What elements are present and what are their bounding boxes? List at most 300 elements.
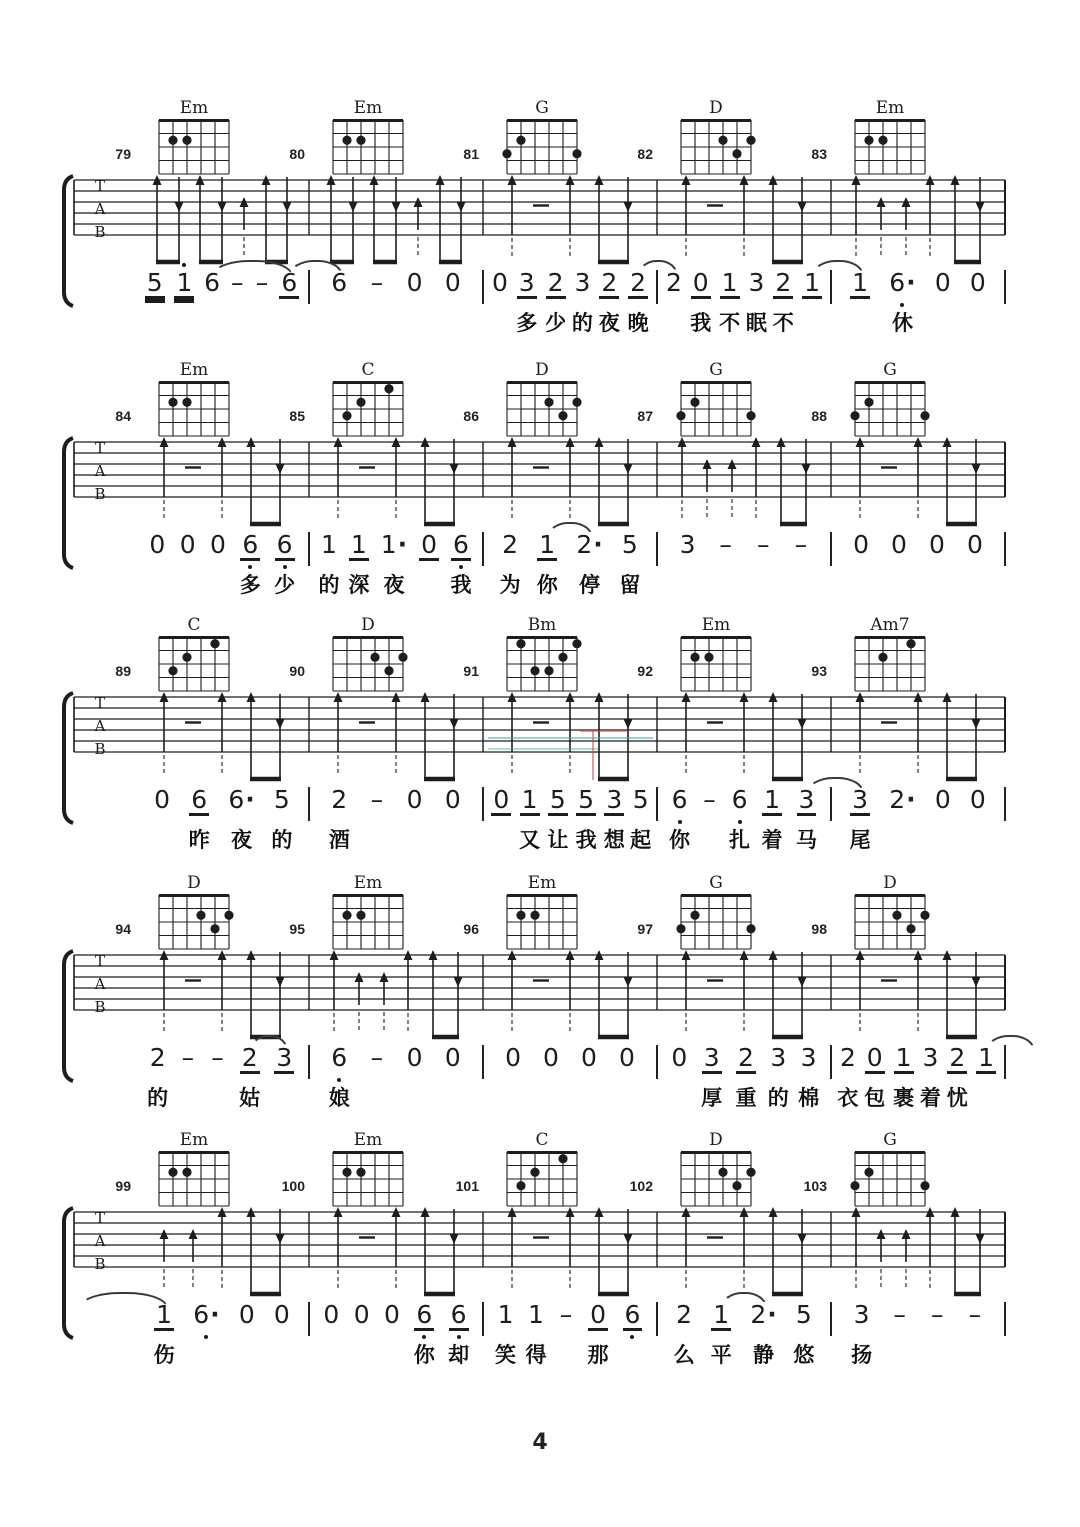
finger-dot	[746, 924, 755, 933]
finger-dot	[384, 384, 393, 393]
lyric-char: 起	[630, 828, 652, 852]
staff-letter-B: B	[94, 223, 106, 241]
jianpu-note: 6 我	[450, 530, 472, 597]
staff-letter-B: B	[94, 998, 106, 1016]
lyric-char: 得	[525, 1343, 547, 1367]
lyric-char: 我	[575, 828, 597, 852]
jianpu-note: 6 扎	[729, 785, 751, 852]
lyric-char: 不	[772, 311, 794, 335]
jianpu-note: 0	[929, 530, 945, 559]
staff-letter-B: B	[94, 740, 106, 758]
staff-system-4	[60, 875, 1025, 1135]
finger-dot	[572, 398, 581, 407]
measure-number: 101	[455, 1178, 479, 1194]
jianpu-note: 0	[581, 1043, 597, 1072]
finger-dot	[572, 639, 581, 648]
chord-name: Am7	[870, 617, 910, 635]
finger-dot	[516, 1181, 525, 1190]
jianpu-note: 0 包	[864, 1043, 886, 1110]
lyric-char: 么	[673, 1343, 695, 1367]
finger-dot	[168, 398, 177, 407]
jianpu-note: 0	[149, 530, 166, 559]
finger-dot	[746, 136, 755, 145]
chord-name: Em	[179, 100, 209, 118]
jianpu-note: 0	[491, 268, 508, 297]
finger-dot	[746, 411, 755, 420]
chord-name: D	[883, 875, 897, 893]
jianpu-measure-84	[135, 532, 309, 612]
staff-system-3	[60, 617, 1025, 877]
lyric-char: 夜	[383, 573, 405, 597]
chord-name: D	[709, 100, 723, 118]
finger-dot	[746, 1168, 755, 1177]
lyric-char: 包	[864, 1086, 886, 1110]
jianpu-note: 3 眠	[745, 268, 767, 335]
jianpu-measure-79	[135, 270, 309, 350]
jianpu-note: 3 着	[919, 1043, 941, 1110]
system-bracket	[64, 438, 73, 568]
finger-dot	[690, 653, 699, 662]
measure-number: 88	[811, 408, 827, 424]
finger-dot	[920, 1181, 929, 1190]
lyric-char: 酒	[328, 828, 350, 852]
chord-diagram-Em	[153, 100, 235, 182]
lyric-char: 的	[767, 1086, 789, 1110]
jianpu-note: 3 想	[603, 785, 625, 852]
jianpu-note: 6	[204, 268, 221, 297]
jianpu-measure-101	[483, 1302, 657, 1382]
jianpu-dash: –	[255, 268, 269, 297]
jianpu-dash: –	[181, 1043, 195, 1072]
tie-slur	[812, 260, 864, 276]
jianpu-note: 6 多	[239, 530, 261, 597]
finger-dot	[544, 666, 553, 675]
measure-number: 81	[463, 146, 479, 162]
watermark-artifact	[592, 730, 594, 780]
jianpu-measure-97	[657, 1045, 831, 1125]
jianpu-note: 0	[444, 785, 461, 814]
jianpu-note: 6 却	[448, 1300, 470, 1367]
jianpu-note: 2 酒	[328, 785, 350, 852]
jianpu-note: 1	[174, 270, 194, 296]
jianpu-note: 0 那	[587, 1300, 609, 1367]
chord-diagram-Em	[327, 100, 409, 182]
jianpu-measure-85	[309, 532, 483, 612]
jianpu-note: 5 我	[575, 785, 597, 852]
watermark-artifact	[580, 730, 628, 732]
jianpu-note: 5 悠	[793, 1300, 815, 1367]
lyric-char: 却	[448, 1343, 470, 1367]
tie-slur	[721, 1292, 767, 1308]
jianpu-note: 0	[238, 1300, 255, 1329]
chord-name: D	[187, 875, 201, 893]
lyric-char: 马	[795, 828, 817, 852]
lyric-char: 着	[761, 828, 783, 852]
jianpu-dash: –	[756, 530, 770, 559]
finger-dot	[384, 666, 393, 675]
measure-number: 91	[463, 663, 479, 679]
measure-number: 87	[637, 408, 653, 424]
chord-diagram-D	[675, 100, 757, 182]
staff-letter-A: A	[94, 462, 106, 480]
chord-name: G	[535, 100, 549, 118]
finger-dot	[356, 911, 365, 920]
chord-name: G	[883, 362, 897, 380]
jianpu-note: 6	[623, 1302, 643, 1328]
measure-number: 84	[115, 408, 131, 424]
jianpu-note: 5	[146, 268, 163, 297]
tie-slur	[807, 777, 864, 793]
measure-number: 80	[289, 146, 305, 162]
jianpu-note: 1 的	[318, 530, 340, 597]
finger-dot	[850, 1181, 859, 1190]
chord-diagram-Em	[501, 875, 583, 957]
jianpu-note: 0	[210, 530, 226, 559]
tie-slur	[986, 1035, 1035, 1051]
jianpu-measure-87	[657, 532, 831, 612]
lyric-char: 扎	[729, 828, 751, 852]
finger-dot	[558, 411, 567, 420]
jianpu-note: 1· 夜	[380, 530, 408, 597]
jianpu-note: 1	[978, 1043, 995, 1072]
finger-dot	[224, 911, 233, 920]
finger-dot	[690, 911, 699, 920]
chord-name: Em	[527, 875, 557, 893]
lyric-char: 重	[735, 1086, 757, 1110]
chord-diagram-D	[327, 617, 409, 699]
finger-dot	[906, 924, 915, 933]
jianpu-measure-98	[831, 1045, 1005, 1125]
staff-system-1	[60, 100, 1025, 360]
staff-letter-B: B	[94, 1255, 106, 1273]
measure-number: 100	[281, 1178, 305, 1194]
jianpu-note: 2 的	[147, 1043, 169, 1110]
jianpu-measure-91	[483, 787, 657, 867]
chord-diagram-Em	[327, 1132, 409, 1214]
lyric-char: 多	[516, 311, 538, 335]
jianpu-note: 0	[543, 1043, 559, 1072]
finger-dot	[850, 411, 859, 420]
chord-name: Em	[353, 875, 383, 893]
jianpu-note: 0	[671, 1043, 688, 1072]
chord-diagram-G	[675, 362, 757, 444]
jianpu-note: 5 的	[271, 785, 293, 852]
chord-diagram-G	[501, 100, 583, 182]
octave-dot-low	[738, 820, 742, 824]
lyric-char: 平	[710, 1343, 732, 1367]
chord-name: D	[709, 1132, 723, 1150]
chord-diagram-D	[675, 1132, 757, 1214]
chord-diagram-D	[849, 875, 931, 957]
finger-dot	[878, 136, 887, 145]
lyric-char: 我	[450, 573, 472, 597]
staff-system-2	[60, 362, 1025, 622]
chord-diagram-Am7	[849, 617, 931, 699]
finger-dot	[168, 666, 177, 675]
chord-name: Em	[701, 617, 731, 635]
jianpu-note: 6	[331, 268, 348, 297]
jianpu-note: 2 重	[735, 1043, 757, 1110]
measure-number: 97	[637, 921, 653, 937]
lyric-char: 夜	[231, 828, 253, 852]
jianpu-note: 5 让	[547, 785, 569, 852]
lyric-char: 衣	[837, 1086, 859, 1110]
jianpu-dash: –	[703, 785, 716, 814]
finger-dot	[516, 911, 525, 920]
staff-letter-T: T	[94, 1209, 106, 1227]
system-bracket	[64, 951, 73, 1081]
jianpu-note: 1 不	[719, 268, 741, 335]
finger-dot	[864, 398, 873, 407]
lyric-char: 又	[519, 828, 541, 852]
finger-dot	[864, 1168, 873, 1177]
jianpu-dash: –	[211, 1043, 224, 1072]
lyric-char: 晚	[627, 311, 649, 335]
lyric-char: 休	[891, 311, 913, 335]
jianpu-measure-90	[309, 787, 483, 867]
jianpu-measure-88	[831, 532, 1005, 612]
jianpu-note: 0	[891, 530, 907, 559]
finger-dot	[342, 136, 351, 145]
jianpu-note: 0	[969, 268, 986, 297]
finger-dot	[558, 1154, 567, 1163]
chord-name: Em	[875, 100, 905, 118]
jianpu-note: 2 么	[673, 1300, 695, 1367]
jianpu-measure-103	[831, 1302, 1005, 1382]
octave-dot-low	[900, 303, 904, 307]
finger-dot	[502, 149, 511, 158]
jianpu-note: 1 又	[519, 785, 541, 852]
finger-dot	[356, 1168, 365, 1177]
jianpu-note: 3 扬	[851, 1300, 873, 1367]
jianpu-measure-81	[483, 270, 657, 350]
chord-name: Em	[179, 362, 209, 380]
lyric-char: 深	[348, 573, 370, 597]
lyric-char: 悠	[793, 1343, 815, 1367]
jianpu-note: 0	[444, 1043, 461, 1072]
jianpu-note: 3 马	[795, 785, 817, 852]
jianpu-note: 1 伤	[153, 1300, 175, 1367]
jianpu-note: 2 忧	[946, 1043, 968, 1110]
finger-dot	[370, 653, 379, 662]
lyric-char: 的	[147, 1086, 169, 1110]
jianpu-measure-80	[309, 270, 483, 350]
chord-name: C	[535, 1132, 549, 1150]
finger-dot	[864, 136, 873, 145]
jianpu-note: 2· 静	[750, 1300, 777, 1367]
lyric-char: 你	[413, 1343, 435, 1367]
lyric-char: 你	[536, 573, 558, 597]
measure-number: 89	[115, 663, 131, 679]
jianpu-note: 0	[966, 530, 983, 559]
jianpu-note: 2 晚	[627, 268, 649, 335]
staff-letter-B: B	[94, 485, 106, 503]
jianpu-note: 5 起	[630, 785, 652, 852]
octave-dot-low	[678, 820, 682, 824]
staff-letter-T: T	[94, 694, 106, 712]
jianpu-measure-82	[657, 270, 831, 350]
lyric-char: 停	[579, 573, 601, 597]
octave-dot-low	[630, 1335, 634, 1339]
staff-system-5	[60, 1132, 1025, 1392]
finger-dot	[718, 1168, 727, 1177]
finger-dot	[530, 911, 539, 920]
lyric-char: 尾	[849, 828, 871, 852]
jianpu-note: 3 棉	[798, 1043, 820, 1110]
finger-dot	[168, 136, 177, 145]
finger-dot	[182, 136, 191, 145]
jianpu-note: 1 你	[536, 530, 558, 597]
jianpu-note: 2 夜	[598, 268, 620, 335]
chord-diagram-Em	[675, 617, 757, 699]
lyric-char: 你	[669, 828, 691, 852]
lyric-char: 让	[547, 828, 569, 852]
jianpu-note: 0	[444, 268, 461, 297]
jianpu-note: 6 娘	[328, 1043, 350, 1110]
system-bracket	[64, 1208, 73, 1338]
jianpu-note: 0	[505, 1043, 521, 1072]
lyric-char: 棉	[798, 1086, 820, 1110]
chord-name: Em	[353, 1132, 383, 1150]
finger-dot	[878, 653, 887, 662]
octave-dot-low	[457, 1335, 461, 1339]
page-number: 4	[532, 1430, 548, 1455]
jianpu-note: 0	[273, 1300, 290, 1329]
watermark-artifact	[488, 748, 598, 750]
jianpu-dash: –	[559, 1300, 573, 1329]
finger-dot	[732, 1181, 741, 1190]
jianpu-note: 3 尾	[849, 785, 871, 852]
staff-letter-A: A	[94, 1232, 106, 1250]
jianpu-measure-102	[657, 1302, 831, 1382]
measure-number: 93	[811, 663, 827, 679]
lyric-char: 笑	[495, 1343, 517, 1367]
jianpu-note: 3	[679, 530, 696, 559]
lyric-char: 留	[619, 573, 641, 597]
finger-dot	[342, 411, 351, 420]
chord-diagram-G	[849, 362, 931, 444]
chord-name: D	[361, 617, 375, 635]
chord-name: Bm	[527, 617, 557, 635]
measure-number: 86	[463, 408, 479, 424]
jianpu-dash: –	[370, 785, 384, 814]
jianpu-note: 0 我	[690, 268, 712, 335]
jianpu-note: 1 平	[710, 1300, 732, 1367]
jianpu-note: 2 姑	[239, 1043, 261, 1110]
jianpu-measure-86	[483, 532, 657, 612]
watermark-artifact	[488, 737, 653, 739]
chord-diagram-D	[153, 875, 235, 957]
chord-name: G	[883, 1132, 897, 1150]
lyric-char: 眠	[745, 311, 767, 335]
jianpu-note: 0	[179, 530, 196, 559]
jianpu-note: 5 留	[619, 530, 641, 597]
jianpu-note: 1 裹	[893, 1043, 915, 1110]
system-bracket	[64, 693, 73, 823]
jianpu-note: 0	[406, 1043, 423, 1072]
tie-slur	[547, 522, 593, 538]
jianpu-note: 0	[323, 1300, 340, 1329]
jianpu-measure-95	[309, 1045, 483, 1125]
finger-dot	[182, 653, 191, 662]
jianpu-measure-93	[831, 787, 1005, 867]
jianpu-note: 1 深	[348, 530, 370, 597]
finger-dot	[920, 411, 929, 420]
jianpu-dash: –	[370, 268, 384, 297]
chord-name: Em	[179, 1132, 209, 1150]
jianpu-note: 1 得	[525, 1300, 547, 1367]
measure-number: 102	[629, 1178, 653, 1194]
jianpu-note: 0	[353, 1300, 370, 1329]
chord-diagram-G	[849, 1132, 931, 1214]
finger-dot	[196, 911, 205, 920]
chord-diagram-Em	[327, 875, 409, 957]
finger-dot	[210, 639, 219, 648]
jianpu-measure-83	[831, 270, 1005, 350]
jianpu-measure-100	[309, 1302, 483, 1382]
finger-dot	[182, 398, 191, 407]
chord-diagram-C	[501, 1132, 583, 1214]
chord-diagram-D	[501, 362, 583, 444]
jianpu-note: 6· 夜	[228, 785, 255, 852]
measure-number: 82	[637, 146, 653, 162]
jianpu-note: 1 笑	[495, 1300, 517, 1367]
jianpu-note: 2· 停	[576, 530, 603, 597]
measure-number: 99	[115, 1178, 131, 1194]
chord-diagram-Em	[849, 100, 931, 182]
jianpu-dash: –	[930, 1300, 944, 1329]
measure-number: 85	[289, 408, 305, 424]
lyric-char: 的	[318, 573, 340, 597]
chord-diagram-C	[327, 362, 409, 444]
chord-diagram-C	[153, 617, 235, 699]
staff-letter-T: T	[94, 177, 106, 195]
jianpu-dash: –	[370, 1043, 384, 1072]
system-bracket	[64, 176, 73, 306]
tie-slur	[289, 260, 343, 276]
finger-dot	[690, 398, 699, 407]
jianpu-note: 2 衣	[837, 1043, 859, 1110]
lyric-char: 昨	[188, 828, 210, 852]
finger-dot	[342, 1168, 351, 1177]
finger-dot	[704, 653, 713, 662]
finger-dot	[676, 924, 685, 933]
jianpu-note: 6 少	[274, 530, 296, 597]
finger-dot	[558, 653, 567, 662]
measure-number: 96	[463, 921, 479, 937]
jianpu-note: 6· 休	[889, 268, 916, 335]
jianpu-note: 3 厚	[701, 1043, 723, 1110]
jianpu-dash: –	[719, 530, 732, 559]
chord-diagram-Em	[153, 362, 235, 444]
tie-slur	[212, 260, 293, 276]
chord-diagram-G	[675, 875, 757, 957]
chord-name: G	[709, 362, 723, 380]
measure-number: 83	[811, 146, 827, 162]
lyric-char: 不	[719, 311, 741, 335]
lyric-char: 夜	[598, 311, 620, 335]
finger-dot	[342, 911, 351, 920]
finger-dot	[516, 639, 525, 648]
finger-dot	[530, 1168, 539, 1177]
finger-dot	[732, 149, 741, 158]
finger-dot	[398, 653, 407, 662]
tie-slur	[250, 1035, 288, 1051]
lyric-char: 静	[753, 1343, 775, 1367]
jianpu-note: 0	[934, 785, 951, 814]
octave-dot-low	[248, 565, 252, 569]
staff-letter-A: A	[94, 717, 106, 735]
